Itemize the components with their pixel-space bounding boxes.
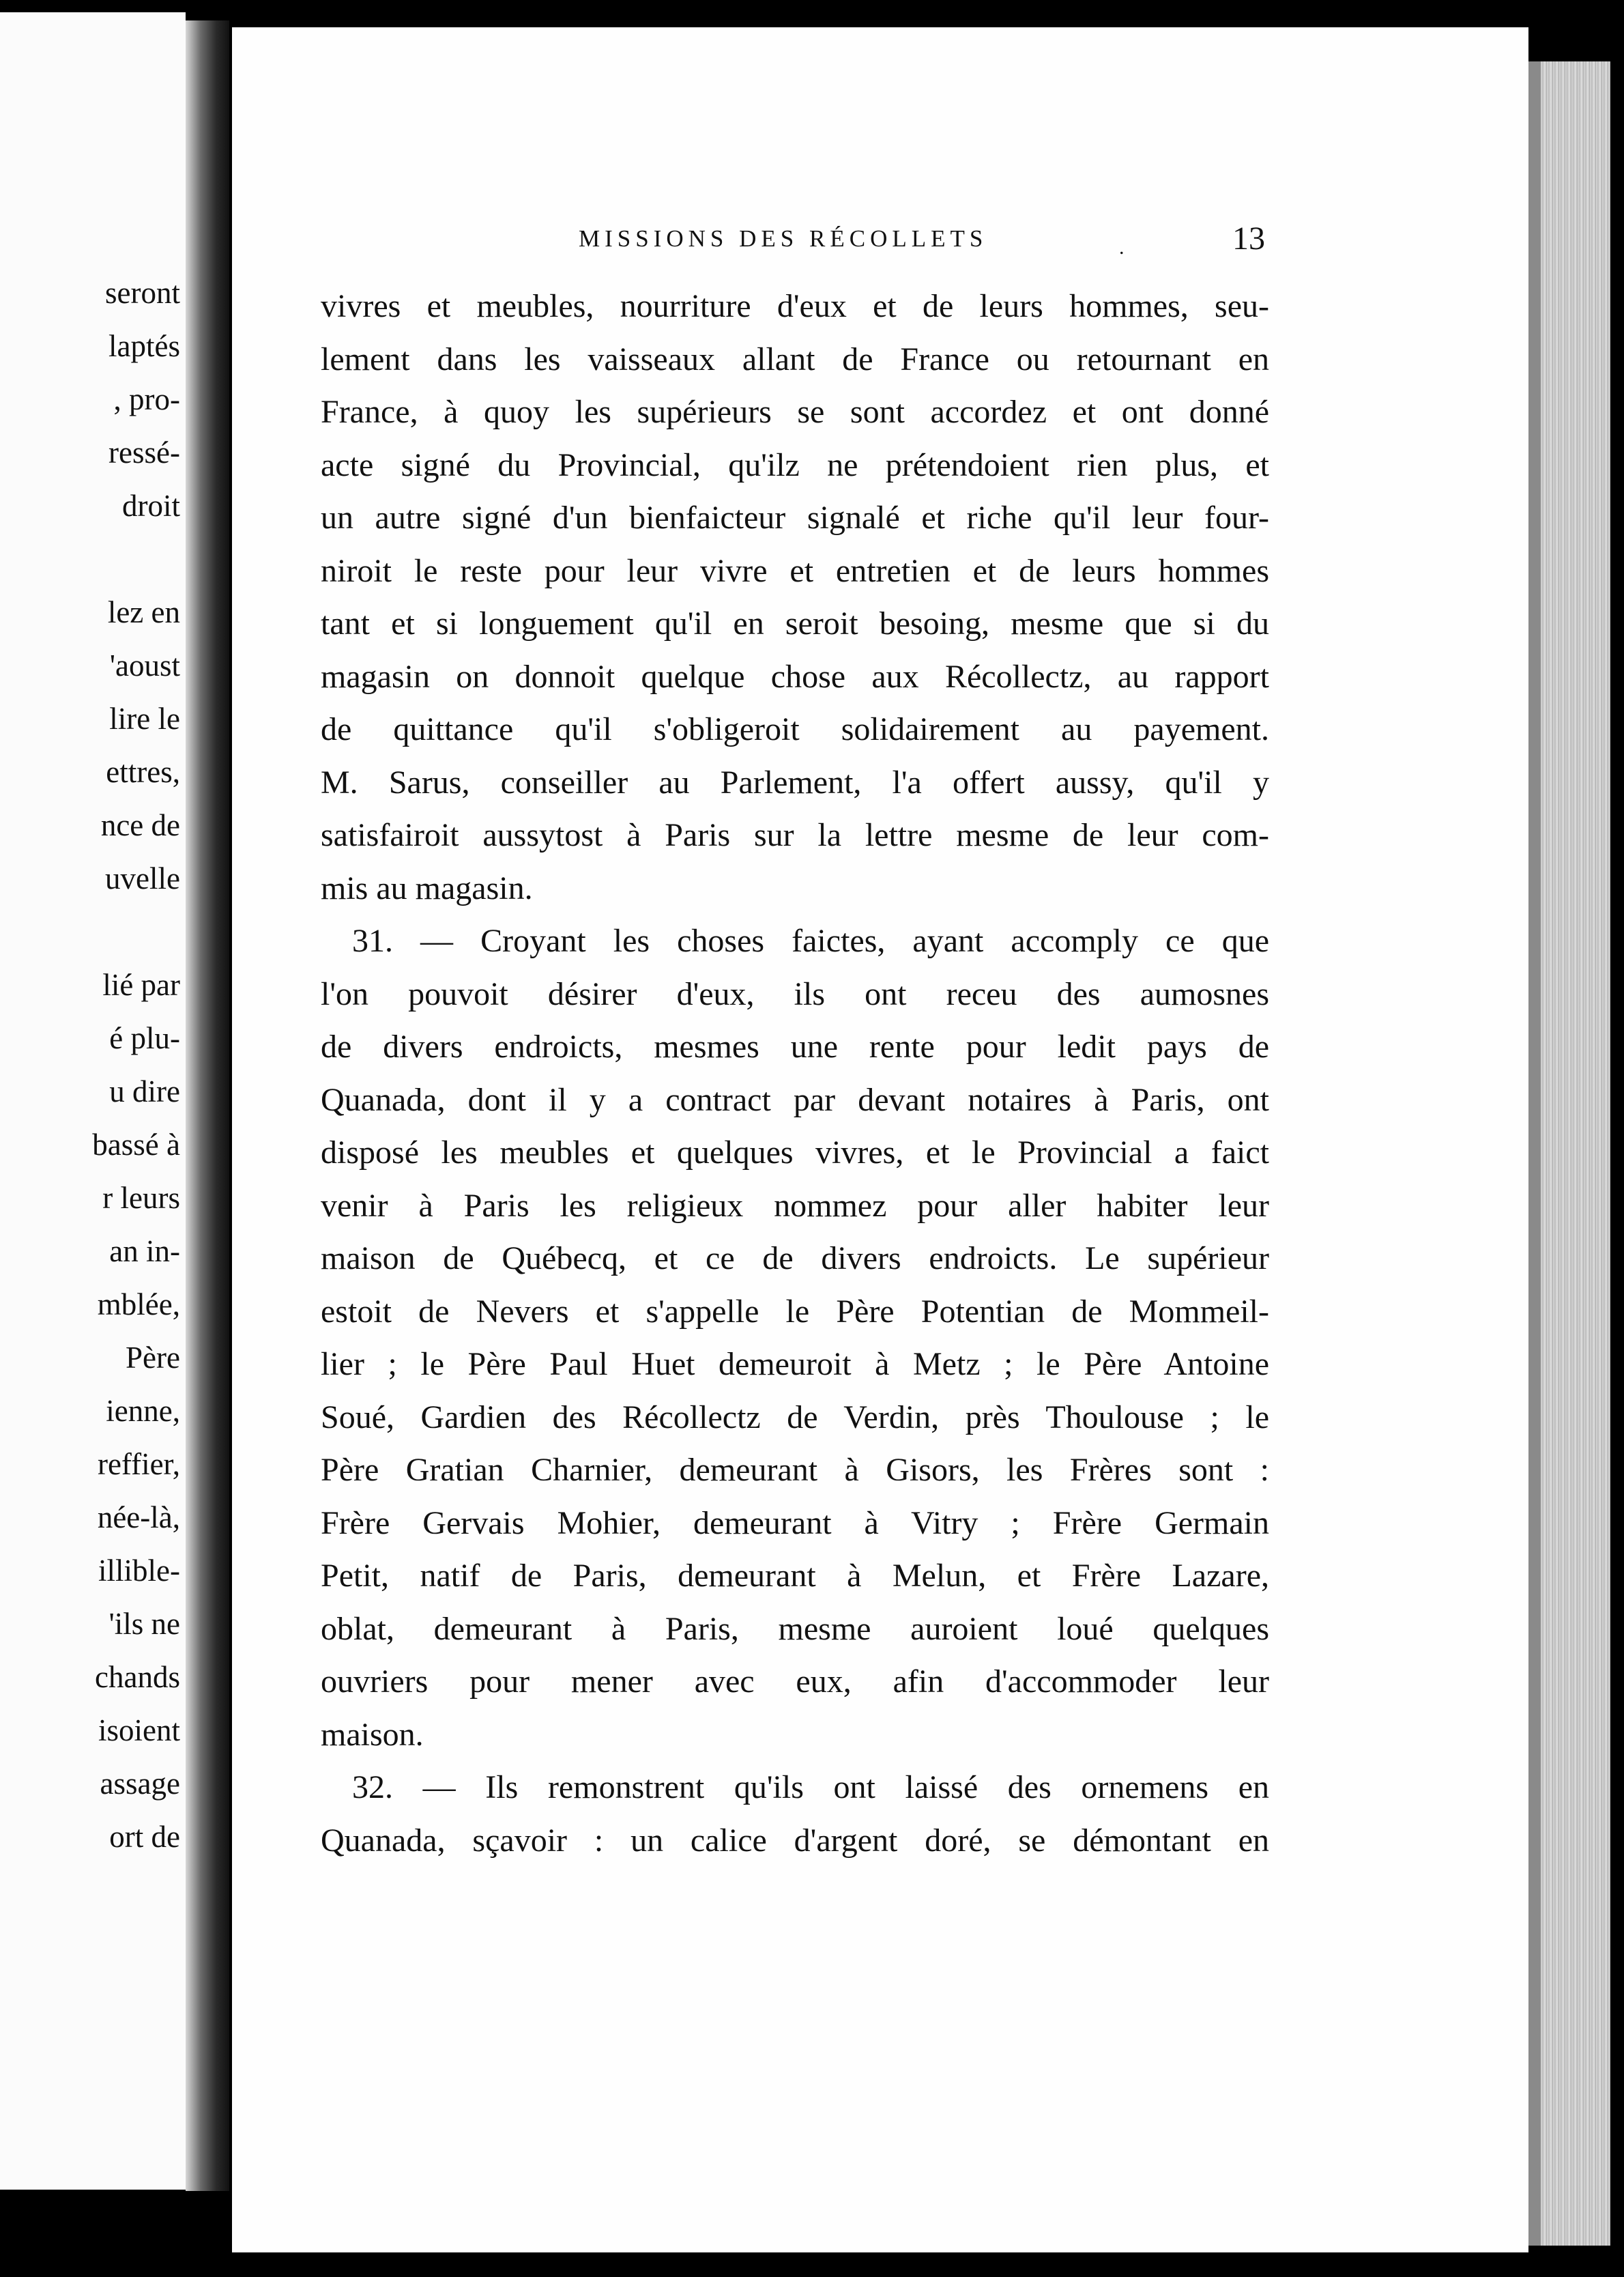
text-line: France, à quoy les supérieurs se sont accordez et ont donné (321, 394, 1269, 430)
left-line: lié par (102, 968, 180, 1002)
left-line: assage (100, 1766, 180, 1801)
text-line: Quanada, sçavoir : un calice d'argent doré, se démontant en (321, 1822, 1269, 1859)
text-line: Père Gratian Charnier, demeurant à Gisors, les Frères sont : (321, 1452, 1269, 1488)
left-line: nce de (100, 808, 180, 842)
text-line: Frère Gervais Mohier, demeurant à Vitry ; Frère Germain (321, 1504, 1269, 1541)
book-gutter (186, 20, 229, 2191)
text-line: 31. — Croyant les choses faictes, ayant accomply ce que (352, 923, 1269, 959)
left-line: Père (126, 1341, 180, 1375)
left-line: reffier, (97, 1447, 180, 1481)
text-line: un autre signé d'un bienfaicteur signalé et riche qu'il leur four- (321, 500, 1269, 536)
page-edge (1528, 61, 1610, 2246)
left-line: seront (105, 276, 180, 310)
text-line: niroit le reste pour leur vivre et entretien et de leurs hommes (321, 552, 1269, 589)
left-line: laptés (108, 329, 180, 363)
left-line: bassé à (92, 1128, 180, 1162)
left-line: ort de (109, 1820, 180, 1854)
left-line: é plu- (109, 1021, 180, 1055)
page-number: 13 (1232, 220, 1265, 257)
left-line: 'aoust (109, 648, 180, 683)
left-line: uvelle (105, 861, 180, 896)
left-line: an in- (109, 1234, 180, 1268)
left-line: ienne, (106, 1394, 180, 1428)
running-title: MISSIONS DES RÉCOLLETS (579, 225, 988, 252)
text-line: lier ; le Père Paul Huet demeuroit à Metz ; le Père Antoine (321, 1346, 1269, 1382)
left-line (0, 905, 180, 958)
header-dot: . (1119, 236, 1125, 259)
text-line: l'on pouvoit désirer d'eux, ils ont receu des aumosnes (321, 975, 1269, 1012)
left-line: lire le (109, 702, 180, 736)
text-line: disposé les meubles et quelques vivres, et le Provincial a faict (321, 1134, 1269, 1171)
left-line: 'ils ne (108, 1607, 180, 1641)
left-page-text (0, 266, 180, 1863)
text-line: Petit, natif de Paris, demeurant à Melun, et Frère Lazare, (321, 1558, 1269, 1594)
left-line: lez en (107, 595, 180, 629)
left-line: u dire (109, 1074, 180, 1108)
text-line: maison de Québecq, et ce de divers endroicts. Le supérieur (321, 1240, 1269, 1276)
text-line: Quanada, dont il y a contract par devant notaires à Paris, ont (321, 1081, 1269, 1118)
text-line: mis au magasin. (321, 870, 533, 906)
left-line: isoient (98, 1713, 180, 1747)
text-line: Soué, Gardien des Récollectz de Verdin, près Thoulouse ; le (321, 1399, 1269, 1435)
text-line: vivres et meubles, nourriture d'eux et de leurs hommes, seu- (321, 288, 1269, 324)
body-text (321, 280, 1269, 1867)
left-line: r leurs (102, 1181, 180, 1215)
text-line: 32. — Ils remonstrent qu'ils ont laissé des ornemens en (352, 1769, 1269, 1805)
text-line: ouvriers pour mener avec eux, afin d'accommoder leur (321, 1663, 1269, 1700)
left-line: née-là, (97, 1500, 180, 1534)
left-line: , pro- (113, 382, 180, 416)
left-line: mblée, (97, 1287, 180, 1321)
left-line: ettres, (106, 755, 180, 789)
text-line: de divers endroicts, mesmes une rente pour ledit pays de (321, 1029, 1269, 1065)
left-line (0, 532, 180, 586)
text-line: de quittance qu'il s'obligeroit solidairement au payement. (321, 711, 1269, 747)
text-line: M. Sarus, conseiller au Parlement, l'a offert aussy, qu'il y (321, 764, 1269, 801)
text-line: acte signé du Provincial, qu'ilz ne prétendoient rien plus, et (321, 446, 1269, 483)
left-line: illible- (98, 1553, 180, 1588)
text-line: venir à Paris les religieux nommez pour aller habiter leur (321, 1187, 1269, 1224)
left-line: droit (122, 489, 180, 523)
left-facing-page (0, 12, 186, 2190)
left-line: ressé- (108, 435, 180, 470)
text-line: maison. (321, 1716, 424, 1753)
text-line: lement dans les vaisseaux allant de France ou retournant en (321, 341, 1269, 377)
text-line: satisfairoit aussytost à Paris sur la lettre mesme de leur com- (321, 817, 1269, 853)
text-line: magasin on donnoit quelque chose aux Récollectz, au rapport (321, 658, 1269, 695)
text-line: oblat, demeurant à Paris, mesme auroient loué quelques (321, 1610, 1269, 1647)
text-line: tant et si longuement qu'il en seroit besoing, mesme que si du (321, 605, 1269, 642)
text-line: estoit de Nevers et s'appelle le Père Potentian de Mommeil- (321, 1293, 1269, 1330)
left-line: chands (95, 1660, 180, 1694)
